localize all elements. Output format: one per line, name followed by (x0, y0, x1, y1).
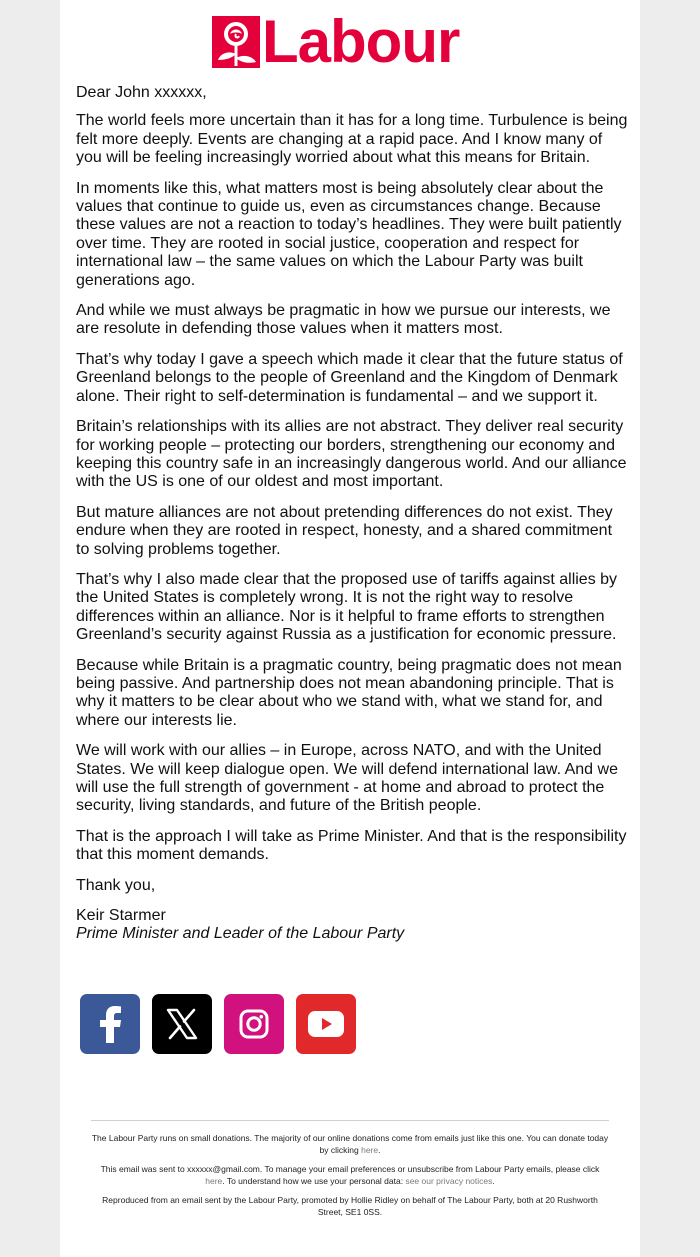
facebook-icon (95, 1005, 125, 1043)
donate-text: The Labour Party runs on small donations. The majority of our online donations come from emails just like this one. You can donate today by clicking (91, 1133, 609, 1155)
privacy-notices-link[interactable]: see our privacy notices (405, 1176, 493, 1186)
youtube-button[interactable] (296, 994, 356, 1054)
paragraph: In moments like this, what matters most is being absolutely clear about the values that continue to guide us, even as circumstances change. Because these values are not a reaction to today’s headlines. They were built patiently over time. They are rooted in social justice, cooperation and respect for international law – the same values on which the Labour Party was built generations ago. (76, 179, 622, 289)
paragraph: And while we must always be pragmatic in how we pursue our interests, we are resolute in defending those values when it matters most. (76, 302, 611, 338)
paragraph: We will work with our allies – in Europe, across NATO, and with the United States. We will keep dialogue open. We will defend international law. And we will use the full strength of government - at home and abroad to protect the security, living standards, and future of the British people. (76, 742, 618, 815)
youtube-icon (308, 1011, 344, 1037)
donate-note: The Labour Party runs on small donations. The majority of our online donations come from emails just like this one. You can donate today by clicking here. (91, 1133, 609, 1155)
logo-wordmark: Labour (262, 8, 460, 75)
letter-body (76, 84, 628, 944)
social-links (80, 994, 368, 1054)
email-note: This email was sent to xxxxxx@gmail.com. To manage your email preferences or unsubscribe from Labour Party emails, please click here. To understand how we use your personal data: see our privacy notices. (100, 1164, 600, 1186)
x-icon (166, 1008, 198, 1040)
greeting: Dear John xxxxxx, (76, 84, 207, 101)
facebook-button[interactable] (80, 994, 140, 1054)
donate-link[interactable]: here (361, 1145, 379, 1155)
paragraph: That’s why I also made clear that the proposed use of tariffs against allies by the United States is completely wrong. It is not the right way to resolve differences within an alliance. Nor is it helpful to frame efforts to strengthen Greenland’s security against Russia as a justification for economic pressure. (76, 570, 618, 644)
paragraph: That’s why today I gave a speech which made it clear that the future status of Greenland belongs to the people of Greenland and the Kingdom of Denmark alone. Their right to self-determination is fundamental – and we support it. (76, 350, 623, 405)
paragraph: Britain’s relationships with its allies are not abstract. They deliver real security for working people – protecting our borders, strengthening our economy and keeping this country safe in an increasingly dangerous world. And our alliance with the US is one of our oldest and most important. (76, 418, 627, 491)
closing: Thank you, (76, 876, 156, 894)
email-text-continued: . To understand how we use your personal data: (222, 1176, 404, 1186)
instagram-button[interactable] (224, 994, 284, 1054)
signature-name: Keir Starmer (76, 907, 166, 925)
x-button[interactable] (152, 994, 212, 1054)
labour-logo[interactable] (212, 8, 488, 75)
email-card (60, 0, 640, 1257)
promoted-note: Reproduced from an email sent by the Labour Party, promoted by Hollie Ridley on behalf of The Labour Party, both at 20 Rushworth Street, SE1 0SS. (102, 1195, 598, 1217)
email-text: This email was sent to xxxxxx@gmail.com. To manage your email preferences or unsubscribe from Labour Party emails, please click (100, 1164, 600, 1174)
footer (91, 1132, 609, 1225)
paragraph: Because while Britain is a pragmatic country, being pragmatic does not mean being passive. And partnership does not mean abandoning principle. That is why it matters to be clear about who we stand with, what we stand for, and where our interests lie. (76, 656, 622, 729)
manage-preferences-link[interactable]: here (205, 1176, 223, 1186)
footer-divider (91, 1120, 609, 1121)
paragraph: But mature alliances are not about pretending differences do not exist. They endure when they are rooted in respect, honesty, and a shared commitment to solving problems together. (76, 503, 613, 558)
rose-icon (212, 16, 260, 68)
paragraph: The world feels more uncertain than it has for a long time. Turbulence is being felt more deeply. Events are changing at a rapid pace. And I know many of you will be feeling increasingly worried about what this means for Britain. (76, 112, 628, 167)
signature-title: Prime Minister and Leader of the Labour Party (76, 925, 405, 943)
paragraph: That is the approach I will take as Prime Minister. And that is the responsibility that this moment demands. (76, 827, 627, 864)
instagram-icon (239, 1009, 269, 1039)
